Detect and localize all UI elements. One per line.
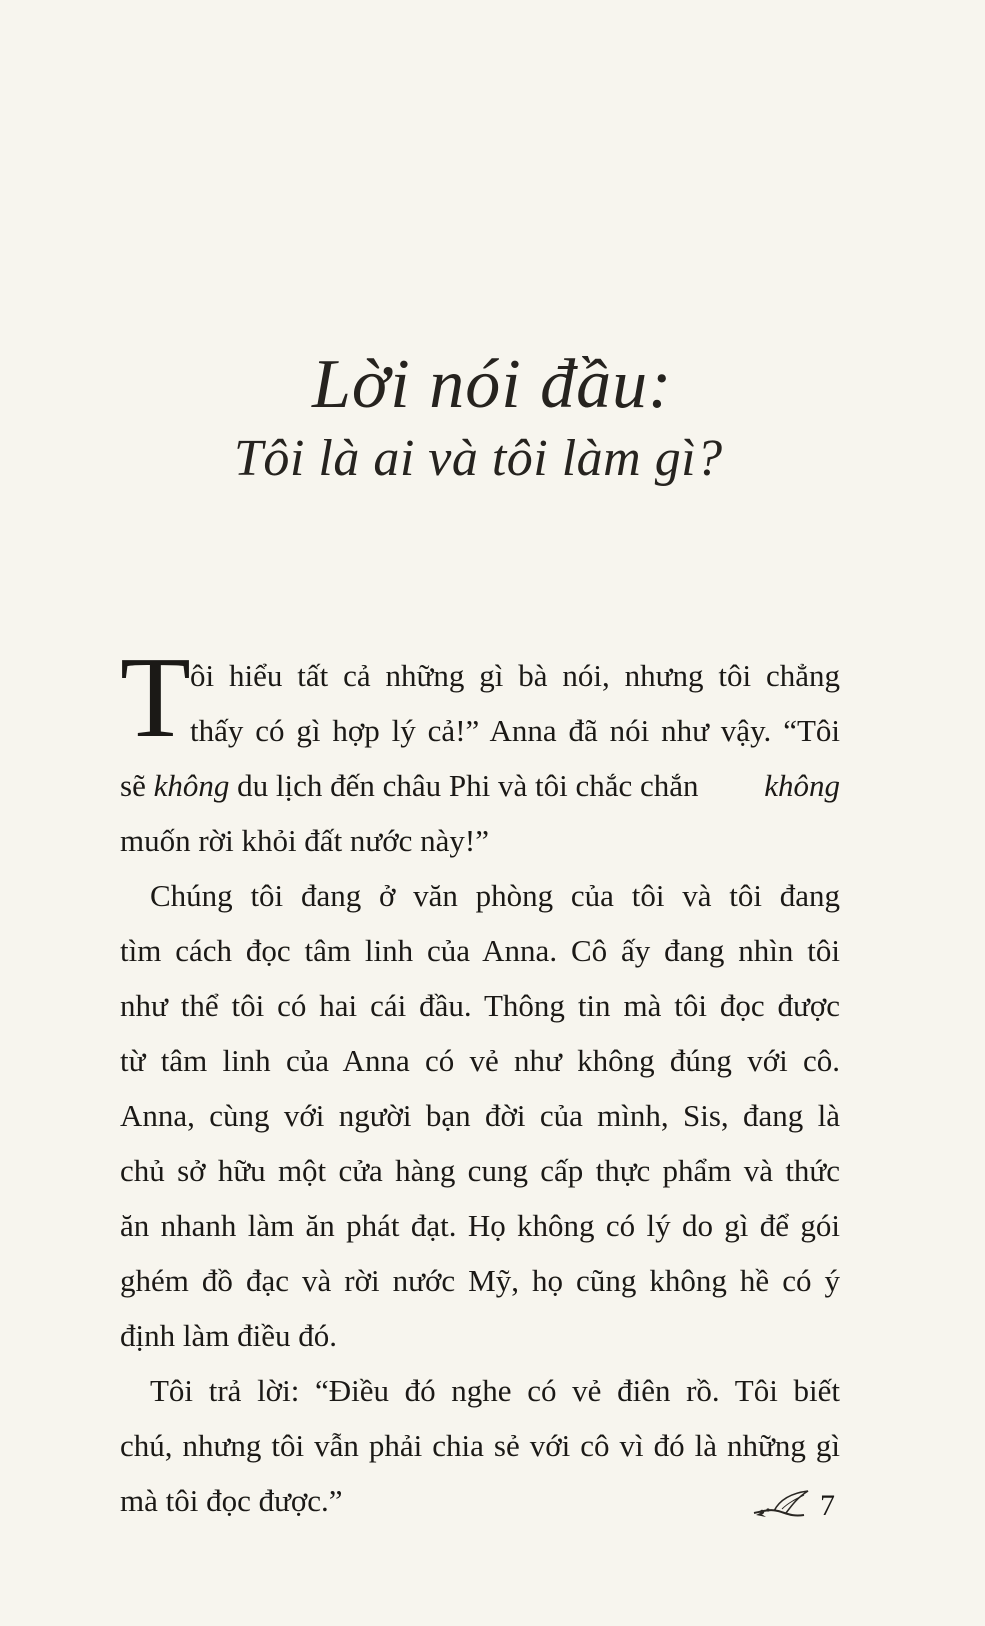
chapter-title-line-1: Lời nói đầu: [312, 346, 673, 423]
text-line: ăn nhanh làm ăn phát đạt. Họ không có lý do gì để gói [120, 1208, 840, 1243]
text-line: định làm điều đó. [120, 1318, 337, 1353]
text-line [120, 758, 840, 813]
text-line: tìm cách đọc tâm linh của Anna. Cô ấy đang nhìn tôi [120, 933, 840, 968]
paragraph-1 [120, 634, 840, 868]
text-line: như thể tôi có hai cái đầu. Thông tin mà tôi đọc được [120, 988, 840, 1023]
paragraph-2 [120, 868, 840, 1363]
text-line: ôi hiểu tất cả những gì bà nói, nhưng tôi chẳng [190, 658, 840, 693]
emphasis: không [153, 768, 230, 803]
paragraph-3 [120, 1363, 840, 1528]
text-line: thấy có gì hợp lý cả!” Anna đã nói như vậy. “Tôi [190, 713, 840, 748]
quill-ornament-icon [752, 1487, 814, 1525]
body-text [120, 634, 840, 1528]
text-line: từ tâm linh của Anna có vẻ như không đúng với cô. [120, 1043, 840, 1078]
text-line: muốn rời khỏi đất nước này!” [120, 823, 489, 858]
chapter-title-line-2: Tôi là ai và tôi làm gì? [234, 430, 723, 487]
text-line: chủ sở hữu một cửa hàng cung cấp thực phẩm và thức [120, 1153, 840, 1188]
bleed-through-texture [112, 112, 852, 163]
text-line: ghém đồ đạc và rời nước Mỹ, họ cũng không hề có ý [120, 1263, 840, 1298]
page-number: 7 [820, 1489, 835, 1522]
emphasis: không [764, 768, 840, 803]
text-segment: sẽ không du lịch đến châu Phi và tôi chắc chắn [120, 768, 699, 803]
text-line: Tôi trả lời: “Điều đó nghe có vẻ điên rồ. Tôi biết [150, 1373, 840, 1408]
text-line: chú, nhưng tôi vẫn phải chia sẻ với cô vì đó là những gì [120, 1428, 840, 1463]
drop-cap: T [120, 634, 191, 762]
text-line: mà tôi đọc được.” [120, 1483, 343, 1518]
text-line: Anna, cùng với người bạn đời của mình, Sis, đang là [120, 1098, 840, 1133]
page-footer [752, 1486, 835, 1526]
text-line: Chúng tôi đang ở văn phòng của tôi và tôi đang [150, 878, 840, 913]
